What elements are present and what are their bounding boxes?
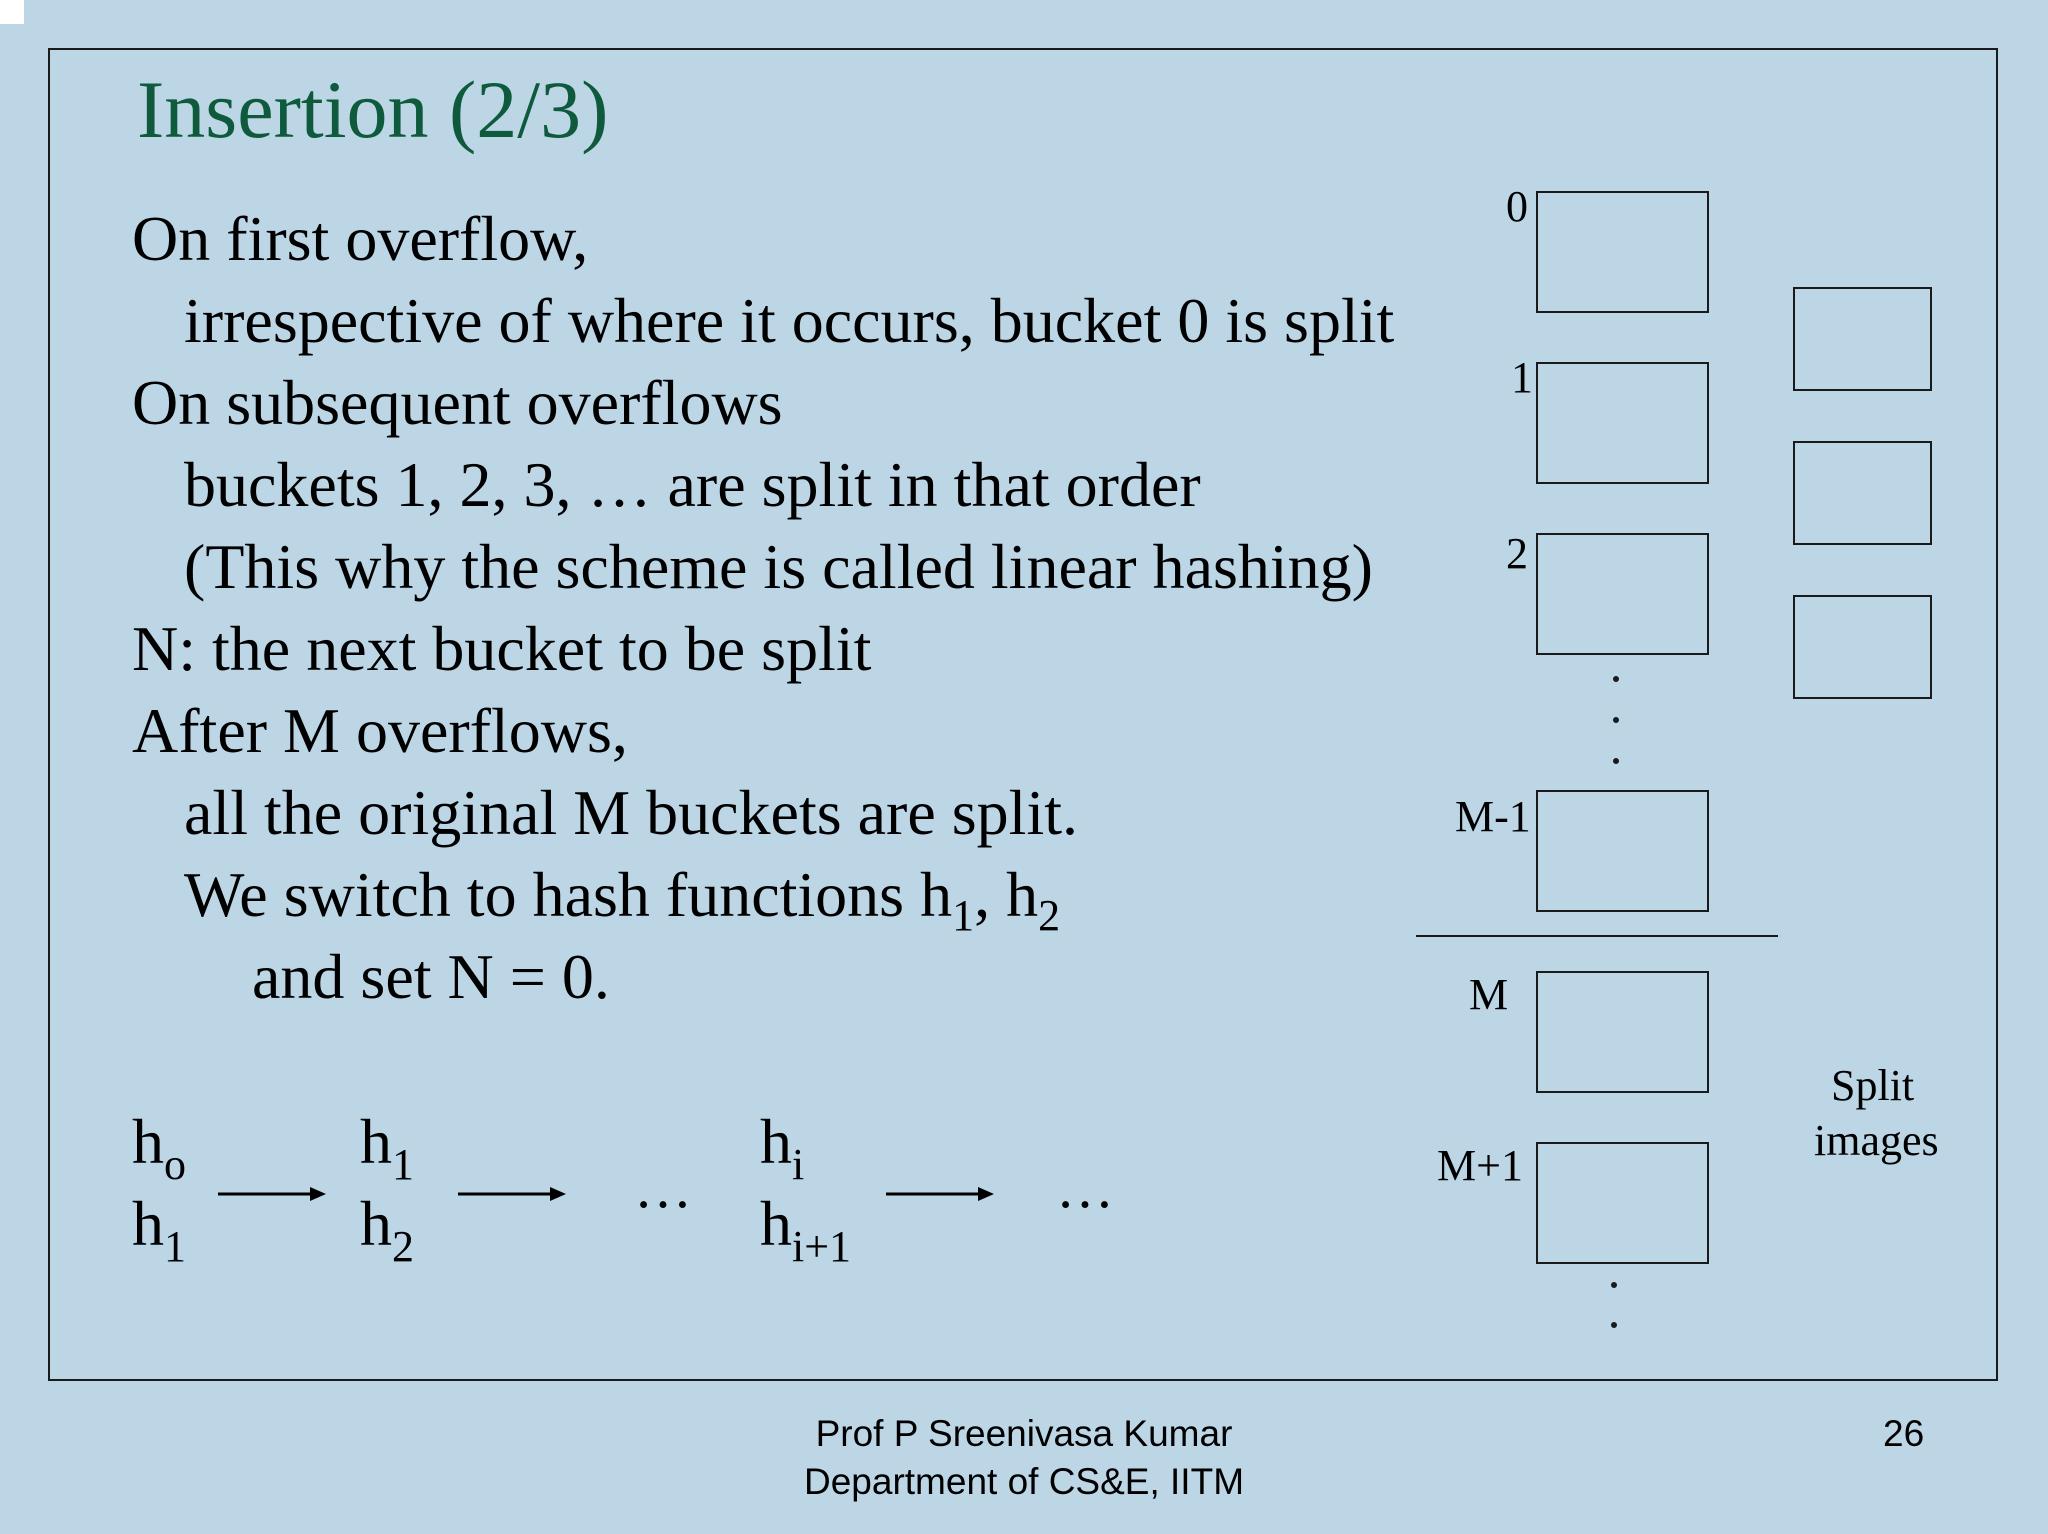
bucket-box bbox=[1536, 362, 1709, 484]
hash-letter: h bbox=[760, 1106, 792, 1177]
text-line: and set N = 0. bbox=[252, 941, 610, 1012]
hash-fn bbox=[760, 1184, 852, 1271]
hash-letter: h bbox=[132, 1106, 164, 1177]
text-line: buckets 1, 2, 3, … are split in that order bbox=[184, 449, 1201, 520]
text-line: (This why the scheme is called linear hashing) bbox=[184, 531, 1373, 602]
hash-letter: h bbox=[132, 1188, 164, 1259]
hash-fn bbox=[360, 1184, 414, 1271]
ellipsis: … bbox=[634, 1155, 696, 1220]
footer-department: Department of CS&E, IITM bbox=[803, 1461, 1245, 1502]
text-line: irrespective of where it occurs, bucket 0 is split bbox=[184, 285, 1395, 356]
corner-mark bbox=[0, 0, 24, 24]
ellipsis: … bbox=[1056, 1155, 1118, 1220]
text-line: all the original M buckets are split. bbox=[184, 777, 1078, 848]
arrow-right-icon bbox=[218, 1184, 326, 1204]
hash-subscript: i bbox=[792, 1140, 805, 1189]
text-line: On subsequent overflows bbox=[132, 367, 783, 438]
bucket-box bbox=[1536, 1142, 1709, 1264]
bucket-box bbox=[1536, 971, 1709, 1093]
bucket-label: 2 bbox=[1506, 529, 1528, 578]
hash-subscript: 2 bbox=[392, 1222, 414, 1271]
hash-subscript: 1 bbox=[164, 1222, 186, 1271]
ellipsis-dot bbox=[1613, 758, 1619, 764]
hash-letter: h bbox=[360, 1188, 392, 1259]
hash-letter: h bbox=[760, 1188, 792, 1259]
hash-fn bbox=[760, 1102, 805, 1189]
text-line: N: the next bucket to be split bbox=[132, 613, 872, 684]
subscript: 2 bbox=[1038, 891, 1061, 940]
arrow-right-icon bbox=[886, 1184, 994, 1204]
split-image-box bbox=[1793, 595, 1932, 699]
hash-fn bbox=[132, 1184, 186, 1271]
text-run: , h bbox=[974, 859, 1039, 930]
bucket-box bbox=[1536, 191, 1709, 313]
ellipsis-dot bbox=[1613, 717, 1619, 723]
bucket-label: M-1 bbox=[1455, 792, 1531, 841]
subscript: 1 bbox=[952, 891, 975, 940]
hash-subscript: 1 bbox=[392, 1140, 414, 1189]
bucket-box bbox=[1536, 533, 1709, 655]
ellipsis-dot bbox=[1613, 676, 1619, 682]
bucket-label: 1 bbox=[1511, 353, 1533, 402]
text-run: We switch to hash functions h bbox=[184, 859, 953, 930]
text-line: On first overflow, bbox=[132, 203, 589, 274]
split-image-box bbox=[1793, 441, 1932, 545]
bucket-label: M+1 bbox=[1437, 1141, 1523, 1190]
hash-subscript: o bbox=[164, 1140, 186, 1189]
text-line: After M overflows, bbox=[132, 695, 628, 766]
divider-line bbox=[1416, 935, 1778, 937]
text-line-hash-switch bbox=[184, 858, 1061, 940]
ellipsis-dot bbox=[1611, 1322, 1617, 1328]
footer-author: Prof P Sreenivasa Kumar bbox=[815, 1413, 1233, 1454]
slide-title: Insertion (2/3) bbox=[137, 64, 609, 155]
split-images-caption: images bbox=[1814, 1116, 1939, 1165]
page-number: 26 bbox=[1883, 1413, 1925, 1454]
split-image-box bbox=[1793, 287, 1932, 391]
arrow-right-icon bbox=[458, 1184, 566, 1204]
bucket-label: M bbox=[1469, 970, 1509, 1019]
hash-subscript: i+1 bbox=[792, 1222, 852, 1271]
hash-fn bbox=[360, 1102, 414, 1189]
bucket-box bbox=[1536, 790, 1709, 912]
ellipsis-dot bbox=[1611, 1282, 1617, 1288]
split-images-caption: Split bbox=[1831, 1061, 1915, 1110]
hash-fn bbox=[132, 1102, 186, 1189]
bucket-label: 0 bbox=[1506, 182, 1528, 231]
hash-letter: h bbox=[360, 1106, 392, 1177]
